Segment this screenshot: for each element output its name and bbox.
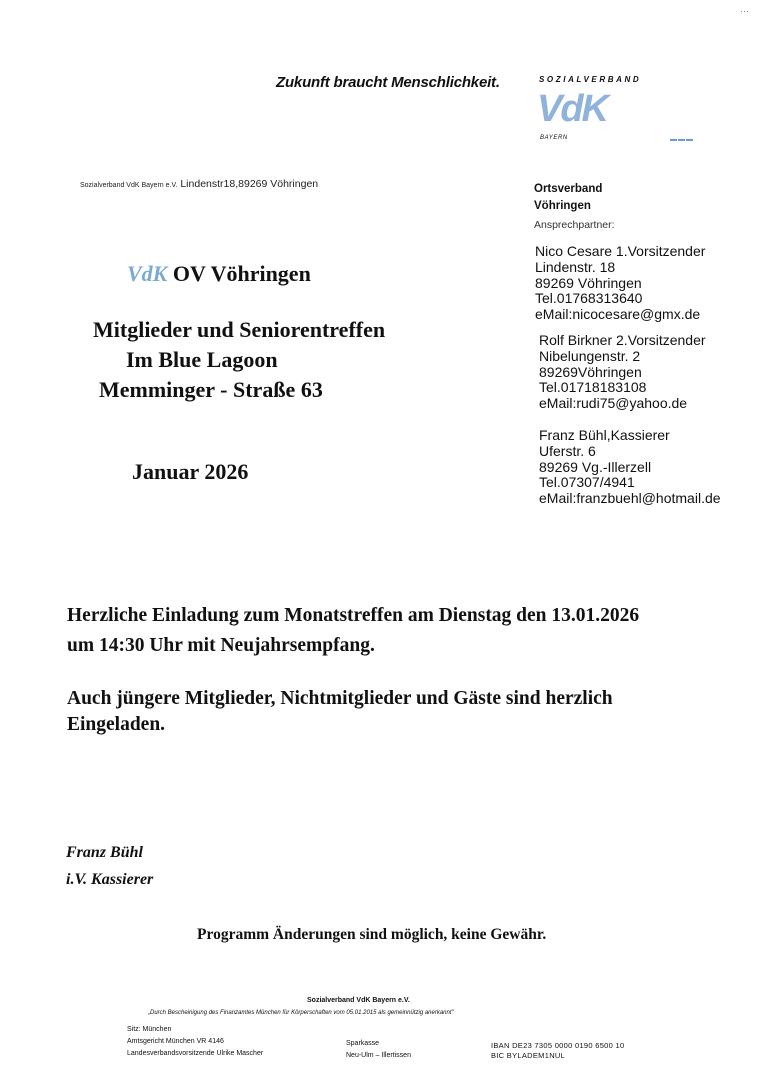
contact-person-1	[535, 244, 705, 323]
page-title	[127, 261, 311, 287]
event-heading-1: Mitglieder und Seniorentreffen	[93, 317, 386, 342]
contact-phone: Tel.07307/4941	[539, 474, 635, 491]
contact-person-3	[539, 428, 721, 507]
contact-email: eMail:franzbuehl@hotmail.de	[539, 490, 721, 507]
contact-street: Lindenstr. 18	[535, 258, 616, 275]
title-vdk: VdK	[127, 261, 168, 286]
footer-seat: Sitz: München	[127, 1026, 172, 1033]
signature-role: i.V. Kassierer	[66, 871, 154, 888]
footer-account	[491, 1041, 624, 1061]
footer-legal	[127, 1024, 263, 1060]
contact-city: 89269Vöhringen	[539, 363, 642, 380]
contacts-heading	[534, 181, 602, 215]
footer-bank-city: Neu-Ulm – Illertissen	[346, 1052, 411, 1059]
title-ov: OV Vöhringen	[172, 261, 311, 286]
event-heading-3: Memminger - Straße 63	[99, 377, 323, 402]
contact-street: Uferstr. 6	[539, 442, 596, 459]
invitation-line-2: um 14:30 Uhr mit Neujahrsempfang.	[67, 635, 375, 656]
contact-email: eMail:rudi75@yahoo.de	[539, 395, 688, 412]
sender-address: Lindenstr18,89269 Vöhringen	[180, 178, 319, 190]
sender-line	[80, 178, 318, 190]
footer-iban: IBAN DE23 7305 0000 0190 6500 10	[491, 1041, 625, 1050]
contact-name: Rolf Birkner 2.Vorsitzender	[539, 332, 706, 348]
contact-person-2	[539, 333, 706, 412]
footer-bank-name: Sparkasse	[346, 1040, 380, 1047]
guests-paragraph	[67, 686, 613, 738]
footer-court: Amtsgericht München VR 4146	[127, 1038, 224, 1045]
contact-email: eMail:nicocesare@gmx.de	[535, 306, 701, 323]
footer-bic: BIC BYLADEM1NUL	[491, 1051, 566, 1060]
sender-org: Sozialverband VdK Bayern e.V.	[80, 182, 178, 189]
invitation-paragraph	[67, 601, 639, 661]
event-heading-2: Im Blue Lagoon	[126, 347, 278, 372]
footer-bank	[346, 1038, 411, 1062]
footer-chair: Landesverbandsvorsitzende Ulrike Mascher	[127, 1050, 264, 1057]
guests-line-2: Eingeladen.	[67, 714, 166, 735]
logo-word: VdK	[537, 88, 607, 130]
contact-name: Nico Cesare 1.Vorsitzender	[535, 243, 706, 259]
contacts-heading-line2: Vöhringen	[534, 200, 591, 212]
contact-street: Nibelungenstr. 2	[539, 347, 641, 364]
contact-city: 89269 Vöhringen	[535, 274, 642, 291]
logo-org-line: SOZIALVERBAND	[539, 75, 642, 84]
guests-line-1: Auch jüngere Mitglieder, Nichtmitglieder und Gäste sind herzlich	[67, 688, 613, 709]
contact-phone: Tel.01768313640	[535, 290, 643, 307]
contact-name: Franz Bühl,Kassierer	[539, 427, 670, 443]
tagline: Zukunft braucht Menschlichkeit.	[276, 74, 500, 91]
program-note: Programm Änderungen sind möglich, keine Gewähr.	[197, 926, 547, 943]
contact-city: 89269 Vg.-Illerzell	[539, 458, 652, 475]
invitation-line-1: Herzliche Einladung zum Monatstreffen am Dienstag den 13.01.2026	[67, 605, 640, 626]
logo-dashes: ▬▬▬	[670, 136, 694, 143]
contacts-heading-line1: Ortsverband	[534, 183, 603, 195]
corner-mark: ···	[740, 6, 749, 16]
event-month: Januar 2026	[132, 459, 249, 484]
signature-name: Franz Bühl	[66, 844, 143, 861]
contacts-subheading: Ansprechpartner:	[534, 219, 615, 231]
footer-org: Sozialverband VdK Bayern e.V.	[307, 997, 410, 1004]
contact-phone: Tel.01718183108	[539, 379, 647, 396]
footer-certificate: „Durch Bescheinigung des Finanzamtes München für Körperschaften vom 05.01.2015 als gemeinnützig anerkannt"	[148, 1010, 454, 1016]
logo-state: BAYERN	[540, 135, 568, 141]
